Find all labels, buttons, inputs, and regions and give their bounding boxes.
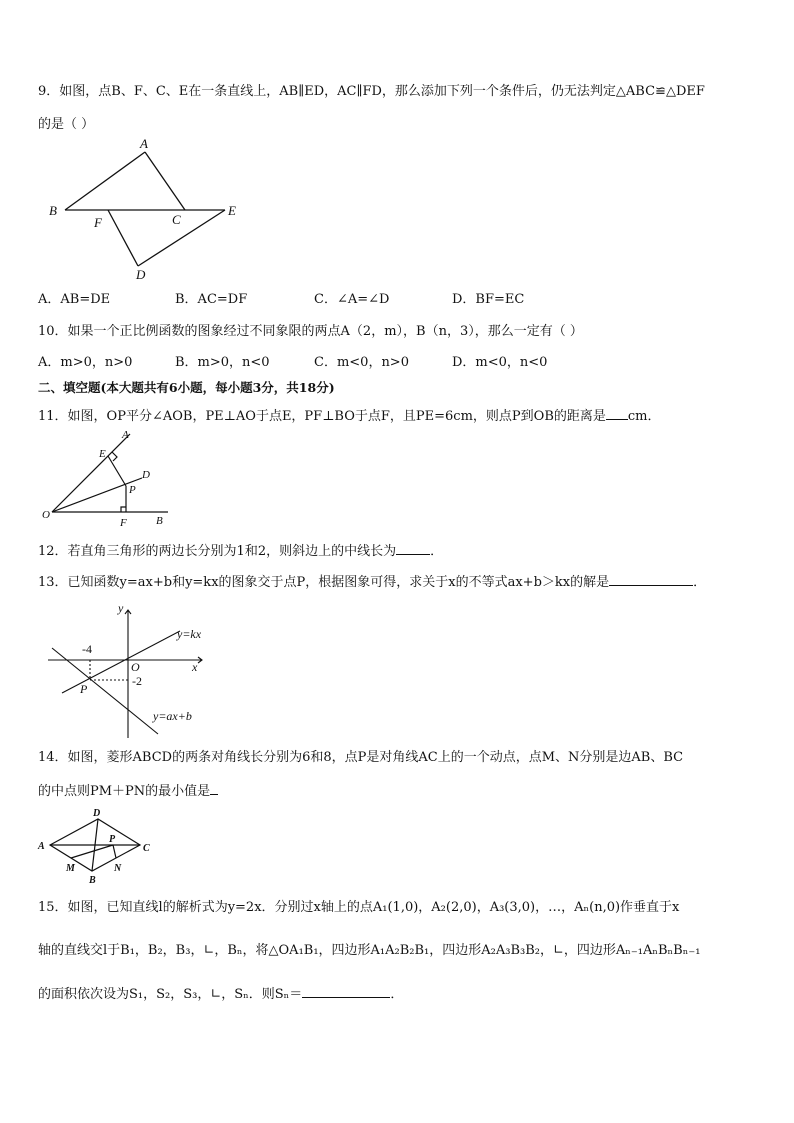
q9-stem-line2: 的是（ ）: [38, 117, 95, 132]
q9-seg-FD: [108, 210, 138, 266]
q14-label-D: D: [93, 808, 101, 819]
q13-answer-blank: [609, 572, 693, 586]
q11-label-P: P: [129, 484, 136, 496]
q12-answer-blank: [396, 541, 430, 555]
q14-label-C: C: [143, 843, 150, 854]
q11-label-B: B: [156, 515, 163, 527]
q9-label-E: E: [228, 203, 236, 218]
q15-text: 的面积依次设为S₁，S₂，S₃，∟，Sₙ．则Sₙ＝: [38, 987, 303, 1002]
q14-stem-line2: [38, 781, 218, 801]
q11-right-angle-F: [121, 507, 126, 512]
q11-figure: [38, 426, 178, 530]
q13-label-neg2: -2: [132, 674, 142, 688]
q9-figure: [40, 134, 250, 284]
q9-seg-DE: [138, 210, 225, 266]
q14-label-A: A: [38, 841, 45, 852]
q9-label-D: D: [136, 267, 146, 282]
q9-seg-BA: [65, 152, 145, 210]
q14-answer-blank: [210, 781, 218, 795]
q13-label-O: O: [131, 660, 140, 674]
q9-label-B: B: [49, 203, 57, 218]
q12-tail: ．: [430, 544, 444, 559]
q13-label-x: x: [192, 660, 198, 674]
q13-figure: [40, 598, 220, 740]
q13-label-neg4: -4: [82, 642, 92, 656]
q14-label-N: N: [114, 863, 122, 874]
q14-seg-MP: [71, 845, 113, 858]
q13-label-yaxb: y=ax+b: [153, 709, 192, 723]
q11-label-A: A: [122, 429, 129, 441]
q11-right-angle-E: [112, 452, 117, 461]
q14-text: 的中点则PM＋PN的最小值是: [38, 784, 211, 799]
q15-answer-blank: [302, 984, 390, 998]
q10-option-a: A．m>0，n>0: [38, 355, 133, 370]
q13-label-y: y: [118, 601, 124, 615]
q11-text: 11．如图，OP平分∠AOB，PE⊥AO于点E，PF⊥BO于点F，且PE=6cm，则点P到OB的距离是: [38, 409, 606, 424]
q14-label-P: P: [109, 834, 116, 845]
q9-seg-AC: [145, 152, 185, 210]
section-2-heading: 二、填空题(本大题共有6小题，每小题3分，共18分): [38, 380, 335, 395]
q14-label-B: B: [89, 875, 96, 886]
q9-label-C: C: [172, 212, 181, 227]
q10-stem: 10．如果一个正比例函数的图象经过不同象限的两点A（2，m），B（n，3），那么一定有（ ）: [38, 324, 583, 339]
q12-stem: [38, 541, 443, 561]
q15-tail: ．: [390, 987, 404, 1002]
q13-label-P: P: [80, 682, 88, 696]
q14-figure: [36, 805, 160, 887]
q12-text: 12．若直角三角形的两边长分别为1和2，则斜边上的中线长为: [38, 544, 397, 559]
q11-label-D: D: [142, 469, 150, 481]
q15-stem-line3: [38, 984, 403, 1004]
q11-answer-blank: [606, 406, 628, 420]
q13-line-yaxb: [52, 648, 158, 734]
q11-label-O: O: [42, 509, 50, 521]
q11-seg-PE: [108, 456, 126, 486]
q11-label-F: F: [120, 517, 127, 529]
q13-label-ykx: y=kx: [177, 627, 202, 641]
q9-option-b: B．AC=DF: [175, 292, 248, 307]
q11-stem: [38, 406, 660, 426]
q14-stem-line1: 14．如图，菱形ABCD的两条对角线长分别为6和8，点P是对角线AC上的一个动点，点M、N分别是边AB、BC: [38, 750, 684, 765]
q11-tail: cm．: [627, 409, 661, 424]
q9-label-F: F: [94, 215, 102, 230]
q10-option-d: D．m<0，n<0: [452, 355, 548, 370]
q10-option-c: C．m<0，n>0: [314, 355, 409, 370]
q9-option-c: C．∠A=∠D: [314, 292, 390, 307]
q14-label-M: M: [66, 863, 75, 874]
q15-stem-line1: 15．如图，已知直线l的解析式为y=2x．分别过x轴上的点A₁(1,0)，A₂(2,0)，A₃(3,0)，…，Aₙ(n,0)作垂直于x: [38, 900, 680, 915]
q9-option-a: A．AB=DE: [38, 292, 111, 307]
q9-label-A: A: [140, 136, 148, 151]
q11-label-E: E: [99, 448, 106, 460]
q13-tail: ．: [693, 575, 707, 590]
q10-option-b: B．m>0，n<0: [175, 355, 270, 370]
q15-stem-line2: 轴的直线交l于B₁，B₂，B₃，∟，Bₙ，将△OA₁B₁，四边形A₁A₂B₂B₁，四边形A₂A₃B₃B₂，∟，四边形Aₙ₋₁AₙBₙBₙ₋₁: [38, 943, 701, 958]
q9-option-d: D．BF=EC: [452, 292, 525, 307]
q14-seg-PN: [113, 845, 116, 858]
q13-text: 13．已知函数y=ax+b和y=kx的图象交于点P，根据图象可得，求关于x的不等式ax+b＞kx的解是: [38, 575, 610, 590]
q9-stem-line1: 9．如图，点B、F、C、E在一条直线上，AB∥ED，AC∥FD，那么添加下列一个条件后，仍无法判定△ABC≌△DEF: [38, 84, 705, 99]
q13-stem: [38, 572, 706, 592]
